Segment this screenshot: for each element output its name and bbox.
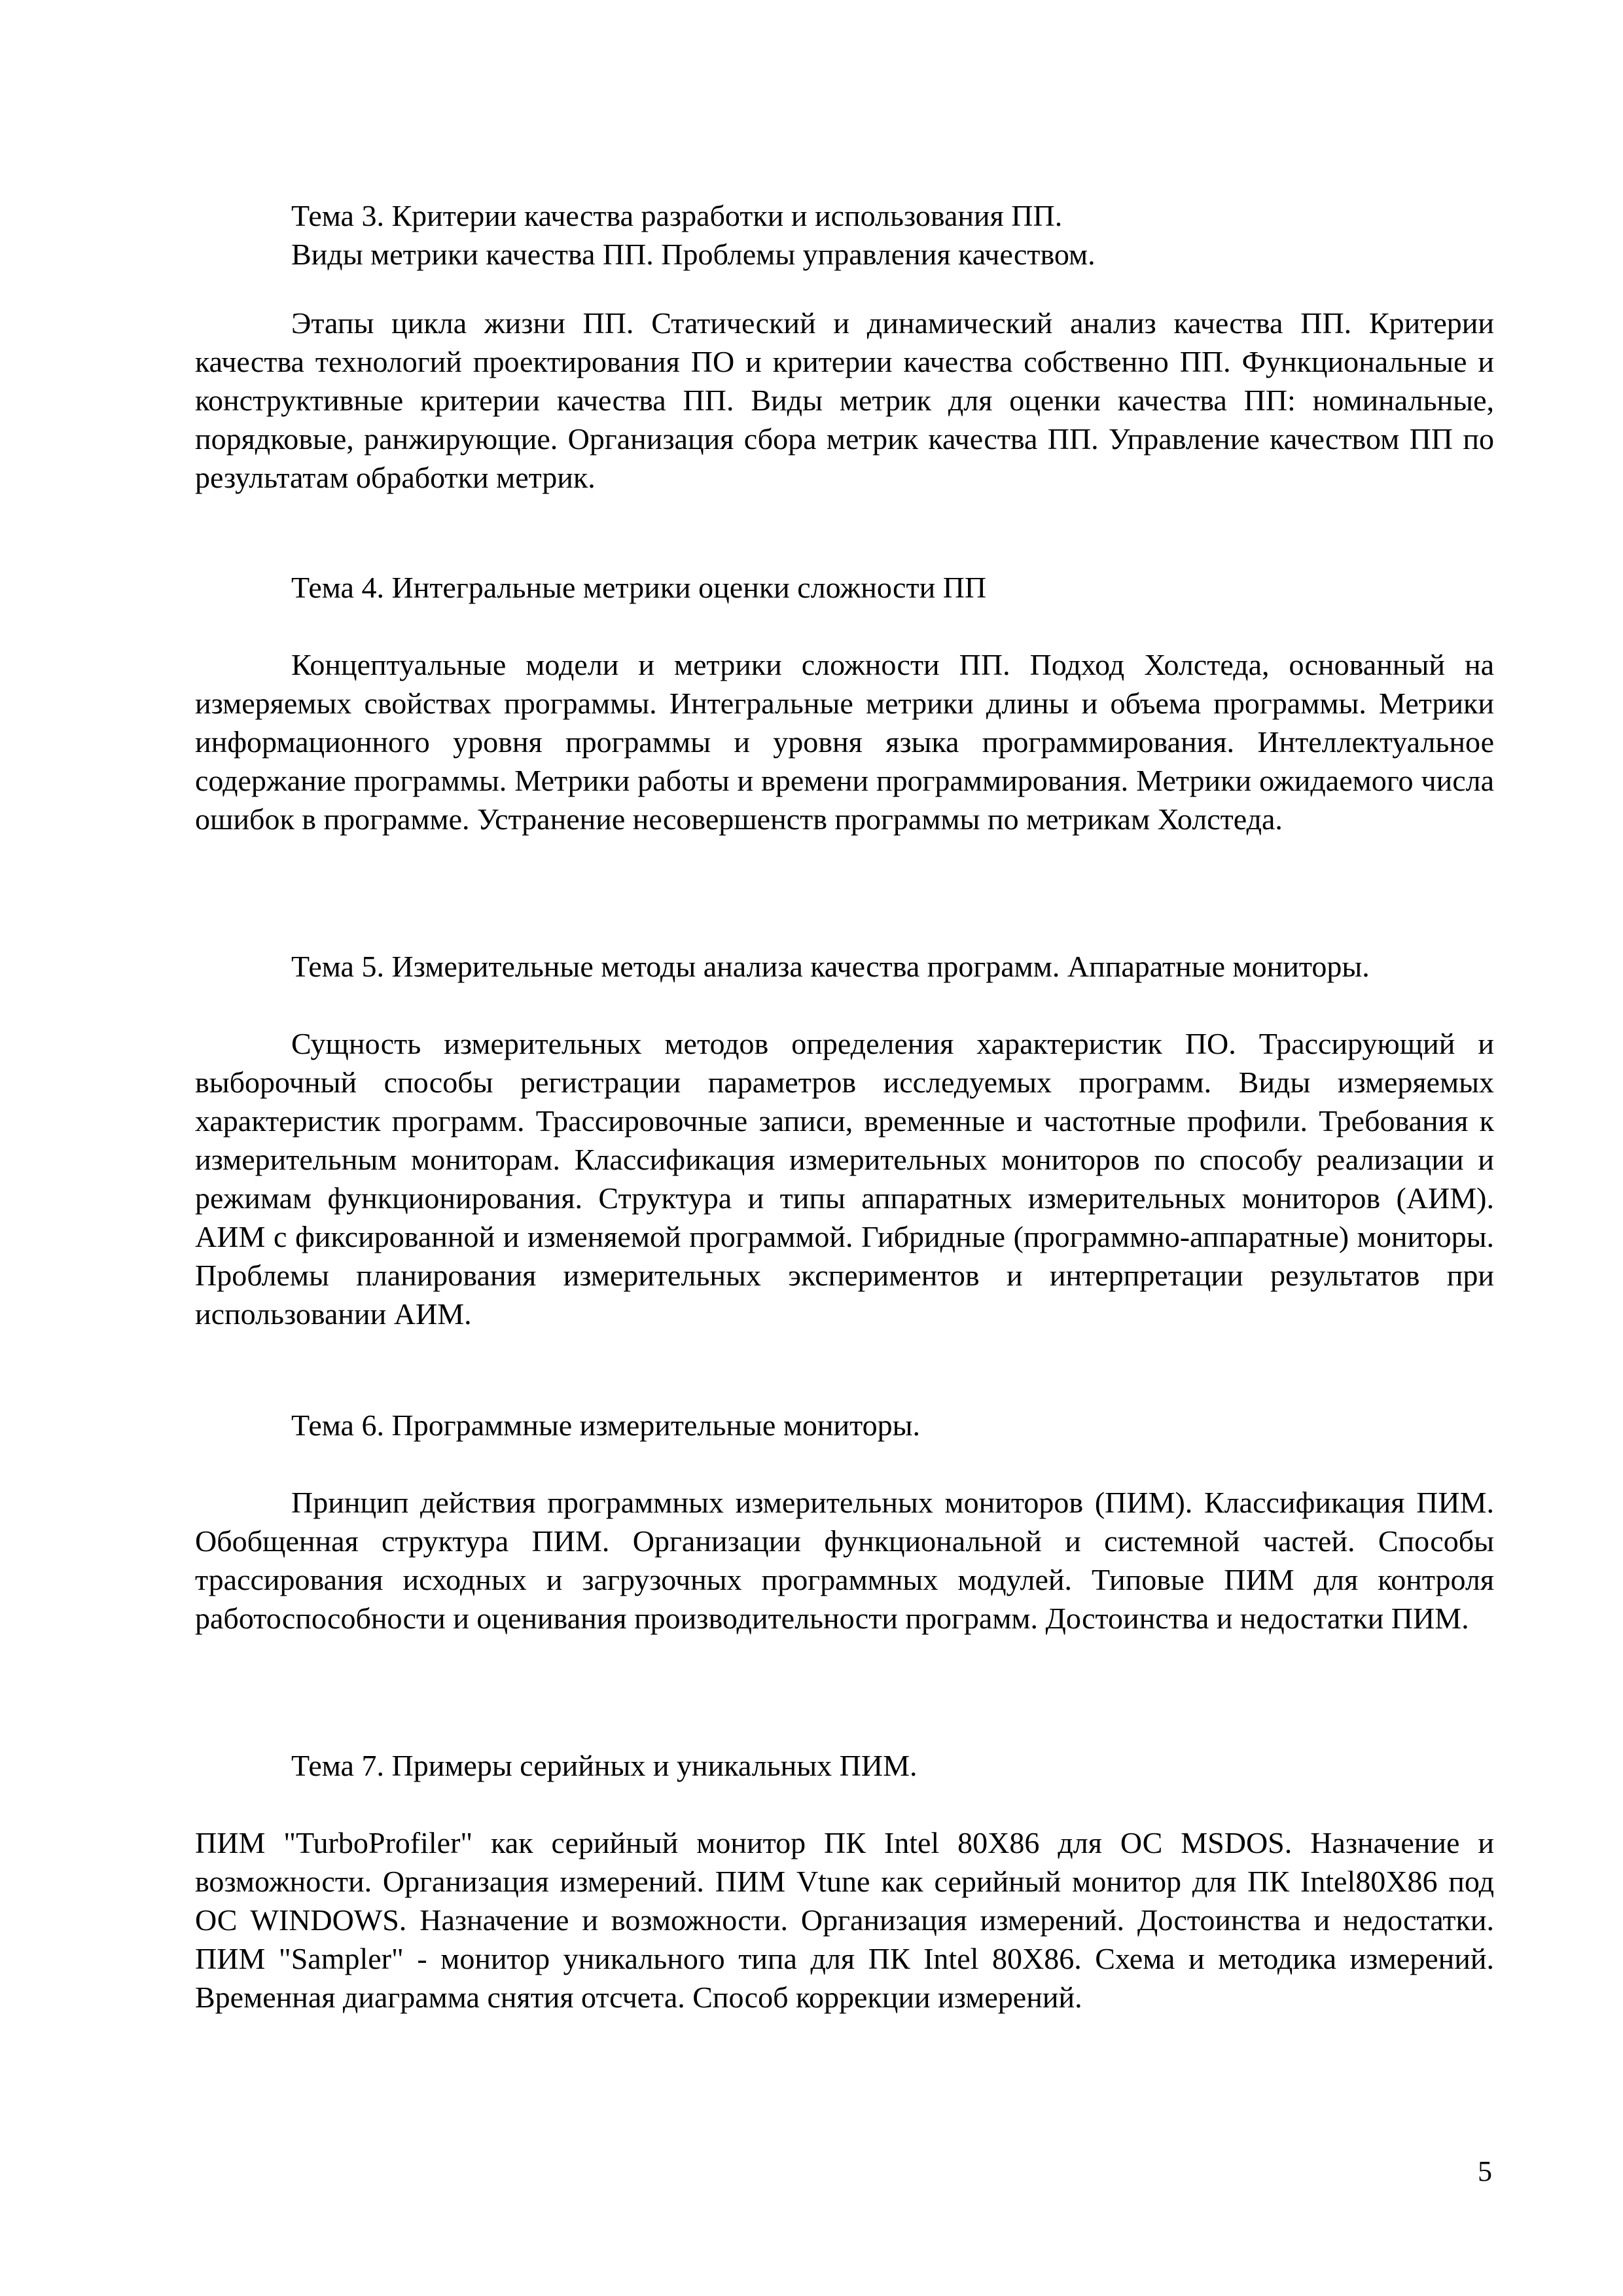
topic-6-title: Тема 6. Программные измерительные мониторы. [291, 1408, 921, 1442]
topic-4-body: Концептуальные модели и метрики сложности ПП. Подход Холстеда, основанный на измеряемых свойствах программы. Интегральные метрики длины и объема программы. Метрики информационного уровня программы и уровня языка программирования. Интеллектуальное содержание программы. Метрики работы и времени программирования. Метрики ожидаемого числа ошибок в программе. Устранение несовершенств программы по метрикам Холстеда. [195, 648, 1494, 836]
topic-3-title-line-1: Тема 3. Критерии качества разработки и использования ПП. [291, 199, 1063, 232]
topic-5-body: Сущность измерительных методов определения характеристик ПО. Трассирующий и выборочный способы регистрации параметров исследуемых программ. Виды измеряемых характеристик программ. Трассировочные записи, временные и частотные профили. Требования к измерительным мониторам. Классификация измерительных мониторов по способу реализации и режимам функционирования. Структура и типы аппаратных измерительных мониторов (АИМ). АИМ с фиксированной и изменяемой программой. Гибридные (программно-аппаратные) мониторы. Проблемы планирования измерительных экспериментов и интерпретации результатов при использовании АИМ. [195, 1027, 1494, 1331]
page-number: 5 [1478, 2155, 1492, 2187]
topic-6-body: Принцип действия программных измерительных мониторов (ПИМ). Классификация ПИМ. Обобщенная структура ПИМ. Организации функциональной и системной частей. Способы трассирования исходных и загрузочных программных модулей. Типовые ПИМ для контроля работоспособности и оценивания производительности программ. Достоинства и недостатки ПИМ. [195, 1486, 1494, 1635]
topic-4-title: Тема 4. Интегральные метрики оценки сложности ПП [291, 571, 987, 604]
topic-5-title: Тема 5. Измерительные методы анализа качества программ. Аппаратные мониторы. [291, 950, 1370, 983]
topic-7-body: ПИМ "TurboProfiler" как серийный монитор ПК Intel 80X86 для ОС MSDOS. Назначение и возможности. Организация измерений. ПИМ Vtune как серийный монитор для ПК Intel80X86 под ОС WINDOWS. Назначение и возможности. Организация измерений. Достоинства и недостатки. ПИМ "Sampler" - монитор уникального типа для ПК Intel 80X86. Схема и методика измерений. Временная диаграмма снятия отсчета. Способ коррекции измерений. [195, 1826, 1494, 2014]
topic-3-title-line-2: Виды метрики качества ПП. Проблемы управления качеством. [291, 238, 1096, 271]
topic-3-title [291, 196, 1494, 274]
topic-7-title: Тема 7. Примеры серийных и уникальных ПИМ. [291, 1749, 918, 1782]
topic-3-body: Этапы цикла жизни ПП. Статический и динамический анализ качества ПП. Критерии качества технологий проектирования ПО и критерии качества собственно ПП. Функциональные и конструктивные критерии качества ПП. Виды метрик для оценки качества ПП: номинальные, порядковые, ранжирующие. Организация сбора метрик качества ПП. Управление качеством ПП по результатам обработки метрик. [195, 306, 1494, 494]
